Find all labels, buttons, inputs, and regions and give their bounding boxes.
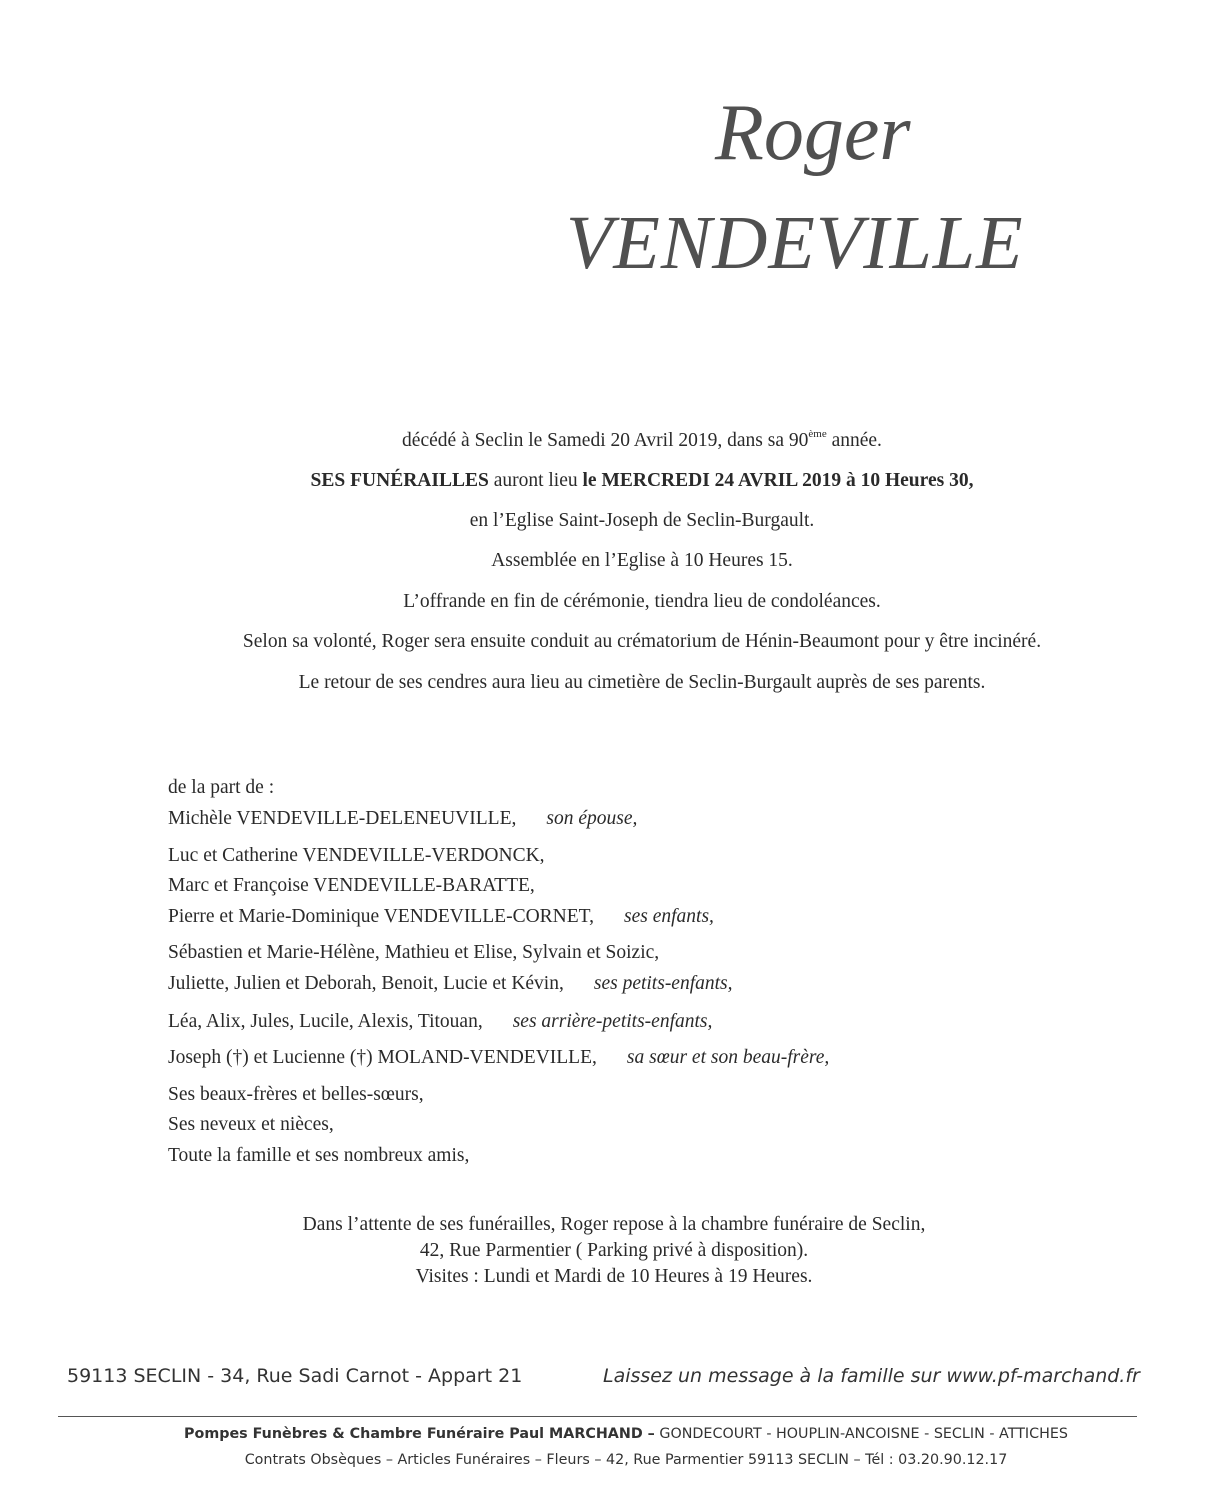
great-grandchildren-role: ses arrière-petits-enfants, — [512, 1011, 713, 1032]
child-3-name: Pierre et Marie-Dominique VENDEVILLE-CORNET, — [168, 906, 595, 927]
assembly-line: Assemblée en l’Eglise à 10 Heures 15. — [491, 550, 793, 571]
sister-role: sa sœur et son beau-frère, — [626, 1047, 830, 1068]
funeral-mid-text: auront lieu — [488, 470, 583, 491]
sister-names: Joseph (†) et Lucienne (†) MOLAND-VENDEVILLE, — [168, 1047, 597, 1068]
family-great-grandchildren — [168, 1011, 712, 1033]
funeral-heading: SES FUNÉRAILLES — [310, 470, 489, 491]
family-inlaws: Ses beaux-frères et belles-sœurs, — [168, 1084, 424, 1105]
footer-services: Contrats Obsèques – Articles Funéraires – Fleurs – 42, Rue Parmentier 59113 SECLIN – Tél : 03.20.90.12.17 — [244, 1452, 1008, 1468]
grandchildren-role: ses petits-enfants, — [593, 973, 733, 994]
family-sister — [168, 1047, 829, 1069]
family-address: 59113 SECLIN - 34, Rue Sadi Carnot - Appart 21 — [67, 1365, 523, 1387]
family-friends: Toute la famille et ses nombreux amis, — [168, 1145, 470, 1166]
footer-company — [0, 1426, 1214, 1442]
death-notice-suffix: année. — [826, 430, 882, 451]
repose-line-1: Dans l’attente de ses funérailles, Roger repose à la chambre funéraire de Seclin, — [302, 1214, 926, 1235]
ashes-line: Le retour de ses cendres aura lieu au cimetière de Seclin-Burgault auprès de ses parents. — [298, 672, 986, 693]
first-name: Roger — [715, 89, 911, 177]
children-role: ses enfants, — [624, 906, 714, 927]
offering-line: L’offrande en fin de cérémonie, tiendra lieu de condoléances. — [403, 591, 881, 612]
family-intro: de la part de : — [168, 777, 275, 798]
family-grandchildren-2 — [168, 973, 733, 995]
family-child-1: Luc et Catherine VENDEVILLE-VERDONCK, — [168, 845, 545, 866]
funeral-date: le MERCREDI 24 AVRIL 2019 à 10 Heures 30, — [582, 470, 974, 491]
footer-company-name: Pompes Funèbres & Chambre Funéraire Paul MARCHAND – — [184, 1426, 655, 1442]
great-grandchildren-names: Léa, Alix, Jules, Lucile, Alexis, Titouan, — [168, 1011, 483, 1032]
funeral-notice — [0, 470, 1214, 492]
death-notice-superscript: ème — [808, 428, 827, 440]
repose-line-3: Visites : Lundi et Mardi de 10 Heures à 19 Heures. — [415, 1266, 813, 1287]
last-name: VENDEVILLE — [566, 201, 1024, 285]
death-notice — [0, 428, 1214, 452]
death-notice-prefix: décédé à Seclin le Samedi 20 Avril 2019, dans sa 90 — [402, 430, 809, 451]
family-spouse — [168, 808, 637, 830]
footer-towns: GONDECOURT - HOUPLIN-ANCOISNE - SECLIN - ATTICHES — [654, 1426, 1068, 1442]
spouse-role: son épouse, — [546, 808, 638, 829]
spouse-name: Michèle VENDEVILLE-DELENEUVILLE, — [168, 808, 517, 829]
family-child-2: Marc et Françoise VENDEVILLE-BARATTE, — [168, 875, 535, 896]
footer-divider — [58, 1416, 1137, 1417]
family-nephews: Ses neveux et nièces, — [168, 1114, 334, 1135]
family-child-3 — [168, 906, 714, 928]
family-grandchildren-1: Sébastien et Marie-Hélène, Mathieu et Elise, Sylvain et Soizic, — [168, 942, 660, 963]
church-line: en l’Eglise Saint-Joseph de Seclin-Burgault. — [469, 510, 815, 531]
message-link[interactable]: Laissez un message à la famille sur www.pf-marchand.fr — [603, 1365, 1140, 1387]
repose-line-2: 42, Rue Parmentier ( Parking privé à disposition). — [419, 1240, 809, 1261]
repose-notice — [0, 1212, 1214, 1290]
cremation-line: Selon sa volonté, Roger sera ensuite conduit au crématorium de Hénin-Beaumont pour y être incinéré. — [242, 631, 1042, 652]
grandchildren-2-names: Juliette, Julien et Deborah, Benoit, Lucie et Kévin, — [168, 973, 564, 994]
